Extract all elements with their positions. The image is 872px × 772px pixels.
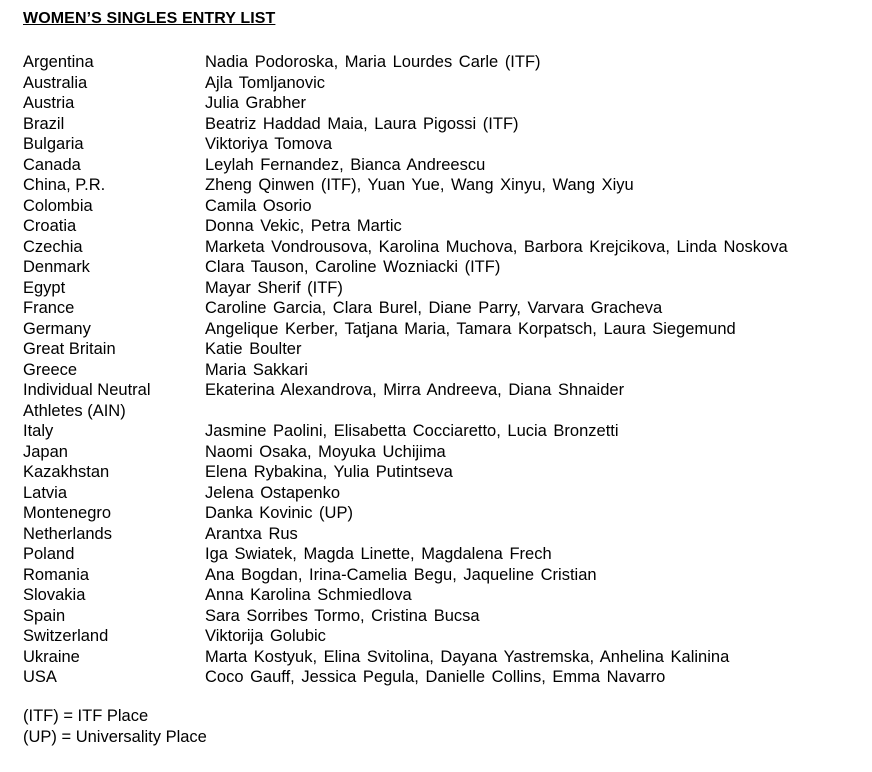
entry-row [23, 380, 863, 421]
player-names: Ana Bogdan, Irina-Camelia Begu, Jaqueline Cristian [205, 565, 597, 584]
entry-row [23, 298, 863, 319]
entry-row [23, 114, 863, 135]
country-name: Individual Neutral Athletes (AIN) [23, 381, 151, 420]
country-name: Denmark [23, 258, 90, 276]
player-names: Julia Grabher [205, 94, 307, 112]
legend [23, 706, 207, 748]
entry-row [23, 278, 863, 299]
player-names: Maria Sakkari [205, 360, 308, 379]
country-name: Montenegro [23, 504, 112, 522]
page-title: WOMEN’S SINGLES ENTRY LIST [23, 10, 276, 27]
entry-row [23, 544, 863, 565]
country-name: Czechia [23, 237, 83, 256]
player-names: Marta Kostyuk, Elina Svitolina, Dayana Yastremska, Anhelina Kalinina [205, 647, 730, 666]
player-names: Caroline Garcia, Clara Burel, Diane Parry, Varvara Gracheva [205, 299, 663, 317]
player-names: Sara Sorribes Tormo, Cristina Bucsa [205, 606, 480, 625]
entry-row [23, 319, 863, 340]
player-names: Arantxa Rus [205, 524, 298, 543]
country-name: Croatia [23, 217, 77, 235]
entry-row [23, 134, 863, 155]
country-name: Egypt [23, 278, 66, 297]
entry-row [23, 647, 863, 668]
entry-row [23, 524, 863, 545]
entry-row [23, 339, 863, 360]
player-names: Elena Rybakina, Yulia Putintseva [205, 463, 453, 481]
country-name: Ukraine [23, 647, 80, 666]
country-name: Poland [23, 545, 75, 563]
country-name: Brazil [23, 114, 65, 133]
entry-row [23, 175, 863, 196]
player-names: Viktoriya Tomova [205, 135, 333, 153]
country-name: Romania [23, 565, 90, 584]
player-names: Coco Gauff, Jessica Pegula, Danielle Collins, Emma Navarro [205, 668, 666, 686]
player-names: Naomi Osaka, Moyuka Uchijima [205, 442, 446, 461]
player-names: Donna Vekic, Petra Martic [205, 217, 402, 235]
country-name: Japan [23, 442, 68, 461]
country-name: Bulgaria [23, 135, 84, 153]
player-names: Marketa Vondrousova, Karolina Muchova, Barbora Krejcikova, Linda Noskova [205, 237, 788, 256]
player-names: Viktorija Golubic [205, 627, 326, 645]
entry-row [23, 73, 863, 94]
legend-itf: (ITF) = ITF Place [23, 707, 149, 725]
country-name: Greece [23, 360, 78, 379]
entry-row [23, 360, 863, 381]
country-name: Netherlands [23, 524, 112, 543]
entry-row [23, 237, 863, 258]
country-name: Italy [23, 422, 54, 440]
entry-row [23, 257, 863, 278]
entry-row [23, 52, 863, 73]
player-names: Ajla Tomljanovic [205, 73, 325, 92]
entry-row [23, 606, 863, 627]
country-name: Colombia [23, 196, 93, 215]
entry-row [23, 626, 863, 647]
country-name: Argentina [23, 53, 94, 71]
country-name: Australia [23, 73, 88, 92]
legend-up: (UP) = Universality Place [23, 728, 207, 746]
country-name: Great Britain [23, 340, 116, 358]
entry-row [23, 442, 863, 463]
player-names: Katie Boulter [205, 340, 302, 358]
player-names: Camila Osorio [205, 196, 312, 215]
country-name: Latvia [23, 483, 68, 502]
country-name: Kazakhstan [23, 463, 110, 481]
player-names: Beatriz Haddad Maia, Laura Pigossi (ITF) [205, 114, 519, 133]
country-name: Switzerland [23, 627, 109, 645]
player-names: Jelena Ostapenko [205, 483, 341, 502]
entry-row [23, 93, 863, 114]
country-name: Germany [23, 319, 91, 338]
country-name: France [23, 299, 75, 317]
entry-row [23, 421, 863, 442]
entry-row [23, 155, 863, 176]
player-names: Clara Tauson, Caroline Wozniacki (ITF) [205, 258, 501, 276]
entry-row [23, 216, 863, 237]
player-names: Angelique Kerber, Tatjana Maria, Tamara Korpatsch, Laura Siegemund [205, 319, 736, 338]
entry-row [23, 462, 863, 483]
entry-row [23, 585, 863, 606]
player-names: Iga Swiatek, Magda Linette, Magdalena Frech [205, 545, 552, 563]
player-names: Ekaterina Alexandrova, Mirra Andreeva, Diana Shnaider [205, 381, 625, 399]
player-names: Leylah Fernandez, Bianca Andreescu [205, 155, 486, 174]
entry-row [23, 503, 863, 524]
player-names: Danka Kovinic (UP) [205, 504, 353, 522]
country-name: Austria [23, 94, 75, 112]
entry-row [23, 667, 863, 688]
country-name: Canada [23, 155, 81, 174]
player-names: Zheng Qinwen (ITF), Yuan Yue, Wang Xinyu, Wang Xiyu [205, 176, 634, 194]
player-names: Mayar Sherif (ITF) [205, 278, 343, 297]
player-names: Jasmine Paolini, Elisabetta Cocciaretto, Lucia Bronzetti [205, 422, 619, 440]
entry-row [23, 483, 863, 504]
player-names: Nadia Podoroska, Maria Lourdes Carle (ITF) [205, 53, 541, 71]
country-name: USA [23, 668, 57, 686]
entry-row [23, 565, 863, 586]
entry-row [23, 196, 863, 217]
player-names: Anna Karolina Schmiedlova [205, 586, 412, 604]
entry-table [23, 52, 863, 688]
country-name: Spain [23, 606, 66, 625]
country-name: Slovakia [23, 586, 86, 604]
country-name: China, P.R. [23, 176, 106, 194]
